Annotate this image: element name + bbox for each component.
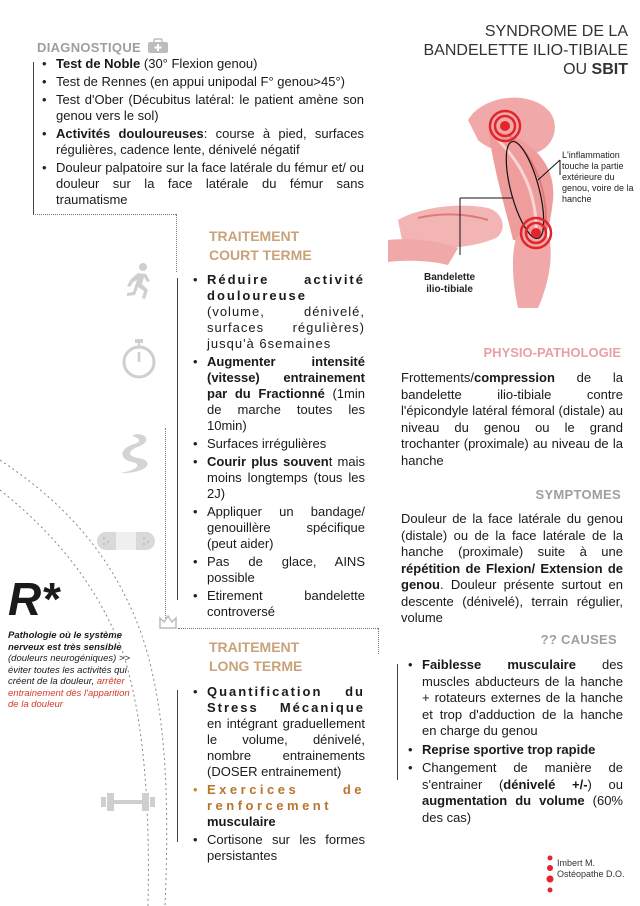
signature	[557, 858, 625, 880]
causes-item-changement-a: Changement de manière de s'entrainer (	[422, 760, 623, 792]
illustration-label-line2: ilio-tibiale	[426, 284, 473, 295]
court-item-surfaces-text: Surfaces irrégulières	[207, 436, 327, 451]
diag-item-rennes-text: Test de Rennes (en appui unipodal F° genou>45°)	[56, 74, 346, 89]
causes-list	[408, 657, 623, 828]
title-acronym: SBIT	[591, 61, 628, 78]
court-terme-heading-line1: TRAITEMENT	[209, 228, 300, 244]
court-item-courir-bold: Courir plus souven	[207, 454, 329, 469]
rstar-red: arrêter entrainement dès l'apparition de la douleur	[8, 676, 130, 710]
long-terme-list	[193, 684, 365, 866]
causes-item-changement-b: dénivelé +/-	[503, 776, 588, 792]
connector-court-long-top	[178, 628, 378, 629]
physio-text	[401, 370, 623, 469]
symptomes-text-c: . Douleur présente surtout en descente (dénivelé), terrain régulier, volume	[401, 577, 623, 625]
runner-icon	[124, 262, 154, 305]
diagnostique-heading	[37, 38, 169, 57]
diag-item-ober-text: Test d'Ober (Décubitus latéral: le patient amène son genou vers le sol)	[56, 92, 364, 123]
long-terme-line	[177, 690, 178, 842]
illustration-callout: L'inflammation touche la partie extérieure du genou, voire de la hanche	[562, 150, 634, 204]
symptomes-text	[401, 511, 623, 627]
court-item-glace-text: Pas de glace, AINS possible	[207, 554, 365, 585]
diag-item-noble-text: (30° Flexion genou)	[140, 56, 258, 71]
physio-heading: PHYSIO-PATHOLOGIE	[483, 345, 621, 360]
long-item-cortisone-text: Cortisone sur les formes persistantes	[207, 832, 365, 863]
court-item-augmenter	[193, 354, 365, 434]
long-item-quantification-bold: Quantification du Stress Mécanique	[207, 684, 365, 715]
symptomes-heading: SYMPTOMES	[535, 487, 621, 502]
dumbbell-icon	[100, 790, 156, 819]
signature-name: Imbert M.	[557, 858, 596, 868]
long-terme-heading-line2: LONG TERME	[209, 658, 303, 674]
diag-item-activites-bold: Activités douloureuses	[56, 126, 204, 141]
long-item-quantification	[193, 684, 365, 780]
diag-item-douleur	[42, 160, 364, 208]
medical-bag-icon	[147, 38, 169, 57]
illustration-label	[424, 272, 475, 296]
page-title	[388, 22, 628, 79]
physio-text-c: de la bandelette ilio-tibiale contre l'épicondyle latéral fémoral (distale) au niveau du genou ou le grand trochanter (proximale) au niveau de la hanche	[401, 370, 623, 468]
stopwatch-icon	[120, 338, 158, 385]
diag-item-activites-text: : course à pied, surfaces régulières, cadence lente, dénivelé négatif	[56, 126, 364, 157]
diag-item-ober	[42, 92, 364, 124]
court-item-reduire-bold: Réduire activité douloureuse	[207, 272, 365, 303]
long-item-renforcement-bold: musculaire	[207, 814, 276, 829]
title-line2: BANDELETTE ILIO-TIBIALE	[423, 42, 628, 59]
court-item-reduire-text: (volume, dénivelé, surfaces régulières) jusqu'à 6semaines	[207, 304, 365, 351]
connector-diag-treatment-vertical	[176, 214, 177, 272]
long-item-quantification-text: en intégrant graduellement le volume, dénivelé, nombre entrainements (DOSER entrainement)	[207, 716, 365, 779]
long-item-renforcement	[193, 782, 365, 830]
causes-heading: ?? CAUSES	[540, 632, 617, 647]
causes-item-changement-c: ) ou	[587, 776, 623, 792]
causes-line	[397, 664, 398, 780]
causes-item-changement-e: (60% des cas)	[422, 793, 623, 825]
physio-text-a: Frottements/	[401, 370, 474, 385]
title-line1: SYNDROME DE LA	[484, 23, 628, 40]
symptomes-text-bold: répétition de Flexion/ Extension de genou	[401, 560, 623, 592]
court-item-bandage	[193, 504, 365, 552]
long-terme-heading-line1: TRAITEMENT	[209, 639, 300, 655]
causes-item-reprise-bold: Reprise sportive trop rapide	[422, 741, 596, 757]
decorative-arc	[0, 430, 200, 906]
signature-title: Ostéopathe D.O.	[557, 869, 625, 879]
court-terme-list	[193, 272, 365, 622]
symptomes-text-a: Douleur de la face latérale du genou (distale) ou de la face latérale de la hanche (proximale) suite à une	[401, 511, 623, 559]
court-item-augmenter-text: (1min de marche toutes les 10min)	[207, 386, 365, 433]
connector-court-long-right	[378, 628, 379, 654]
physio-text-bold: compression	[473, 370, 555, 385]
diag-item-noble-bold: Test de Noble	[56, 56, 141, 71]
rstar-bold: Pathologie où le système nerveux est très sensible	[8, 630, 123, 653]
court-item-augmenter-bold: Augmenter intensité (vitesse) entrainement par du Fractionné	[207, 354, 365, 401]
court-item-etirement	[193, 588, 365, 620]
causes-item-faiblesse	[408, 657, 623, 740]
diagnostique-line	[33, 62, 34, 214]
diag-item-noble	[42, 56, 364, 72]
title-line3	[388, 60, 628, 79]
court-item-courir-text: t mais moins longtemps (tous les 2J)	[207, 454, 365, 501]
court-terme-heading	[209, 227, 312, 265]
diag-item-douleur-text: Douleur palpatoire sur la face latérale du fémur et/ ou douleur sur la face latérale du fémur sans traumatisme	[56, 160, 364, 207]
long-item-renforcement-orange: Exercices de renforcement	[207, 782, 365, 813]
signature-dots-icon	[545, 854, 555, 899]
long-terme-heading	[209, 638, 302, 676]
connector-diag-treatment	[33, 214, 176, 215]
diag-item-activites	[42, 126, 364, 158]
long-item-cortisone	[193, 832, 365, 864]
title-line3-prefix: OU	[563, 61, 592, 78]
causes-item-faiblesse-text: des muscles abducteurs de la hanche + rotateurs externes de la hanche et trop d'adduction de la hanche en charge du genou	[422, 657, 623, 738]
court-item-etirement-text: Etirement bandelette controversé	[207, 588, 365, 619]
court-terme-heading-line2: COURT TERME	[209, 247, 312, 263]
causes-item-reprise	[408, 742, 623, 759]
rstar-symbol: R*	[8, 573, 60, 625]
causes-item-changement-d: augmentation du volume	[422, 793, 585, 808]
court-item-surfaces	[193, 436, 365, 452]
diagnostique-heading-text: DIAGNOSTIQUE	[37, 40, 141, 55]
court-item-reduire	[193, 272, 365, 352]
court-item-bandage-text: Appliquer un bandage/ genouillère spécifique (peut aider)	[207, 504, 365, 551]
rstar-text-a: (douleurs neurogéniques) >> éviter toutes les activités qui créent de la douleur,	[8, 653, 131, 687]
causes-item-faiblesse-bold: Faiblesse musculaire	[422, 657, 576, 672]
diag-item-rennes	[42, 74, 364, 90]
causes-item-changement	[408, 760, 623, 826]
court-item-glace	[193, 554, 365, 586]
illustration-label-line1: Bandelette	[424, 272, 476, 283]
court-item-courir	[193, 454, 365, 502]
diagnostique-list	[42, 56, 364, 210]
